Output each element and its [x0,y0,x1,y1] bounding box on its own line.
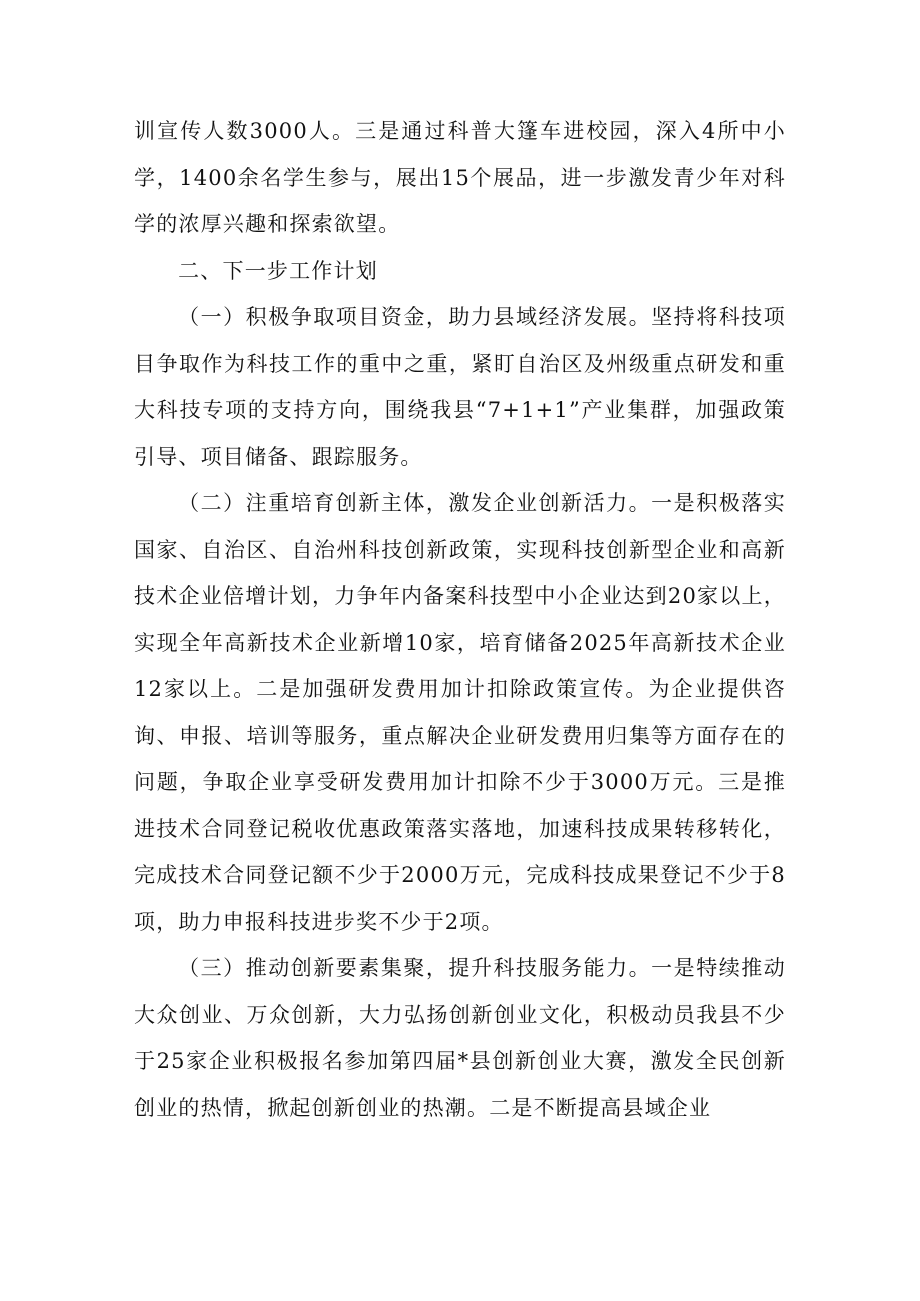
paragraph-item-1: （一）积极争取项目资金，助力县域经济发展。坚持将科技项目争取作为科技工作的重中之重，紧盯自治区及州级重点研发和重大科技专项的支持方向，围绕我县“7+1+1”产业集群，加强政策引导、项目储备、跟踪服务。 [134,305,786,469]
paragraph-continuation: 训宣传人数3000人。三是通过科普大篷车进校园，深入4所中小学，1400余名学生参与，展出15个展品，进一步激发青少年对科学的浓厚兴趣和探索欲望。 [134,119,786,236]
paragraph-item-3: （三）推动创新要素集聚，提升科技服务能力。一是特续推动大众创业、万众创新，大力弘扬创新创业文化，积极动员我县不少于25家企业积极报名参加第四届*县创新创业大赛，激发全民创新创业的热情，掀起创新创业的热潮。二是不断提高县域企业 [134,956,786,1120]
paragraph-item-2: （二）注重培育创新主体，激发企业创新活力。一是积极落实国家、自治区、自治州科技创新政策，实现科技创新型企业和高新技术企业倍增计划，力争年内备案科技型中小企业达到20家以上，实现全年高新技术企业新增10家，培育储备2025年高新技术企业12家以上。二是加强研发费用加计扣除政策宣传。为企业提供咨询、申报、培训等服务，重点解决企业研发费用归集等方面存在的问题，争取企业享受研发费用加计扣除不少于3000万元。三是推进技术合同登记税收优惠政策落实落地，加速科技成果转移转化，完成技术合同登记额不少于2000万元，完成科技成果登记不少于8项，助力申报科技进步奖不少于2项。 [134,491,786,934]
section-heading: 二、下一步工作计划 [178,258,378,283]
document-body [134,108,786,1131]
